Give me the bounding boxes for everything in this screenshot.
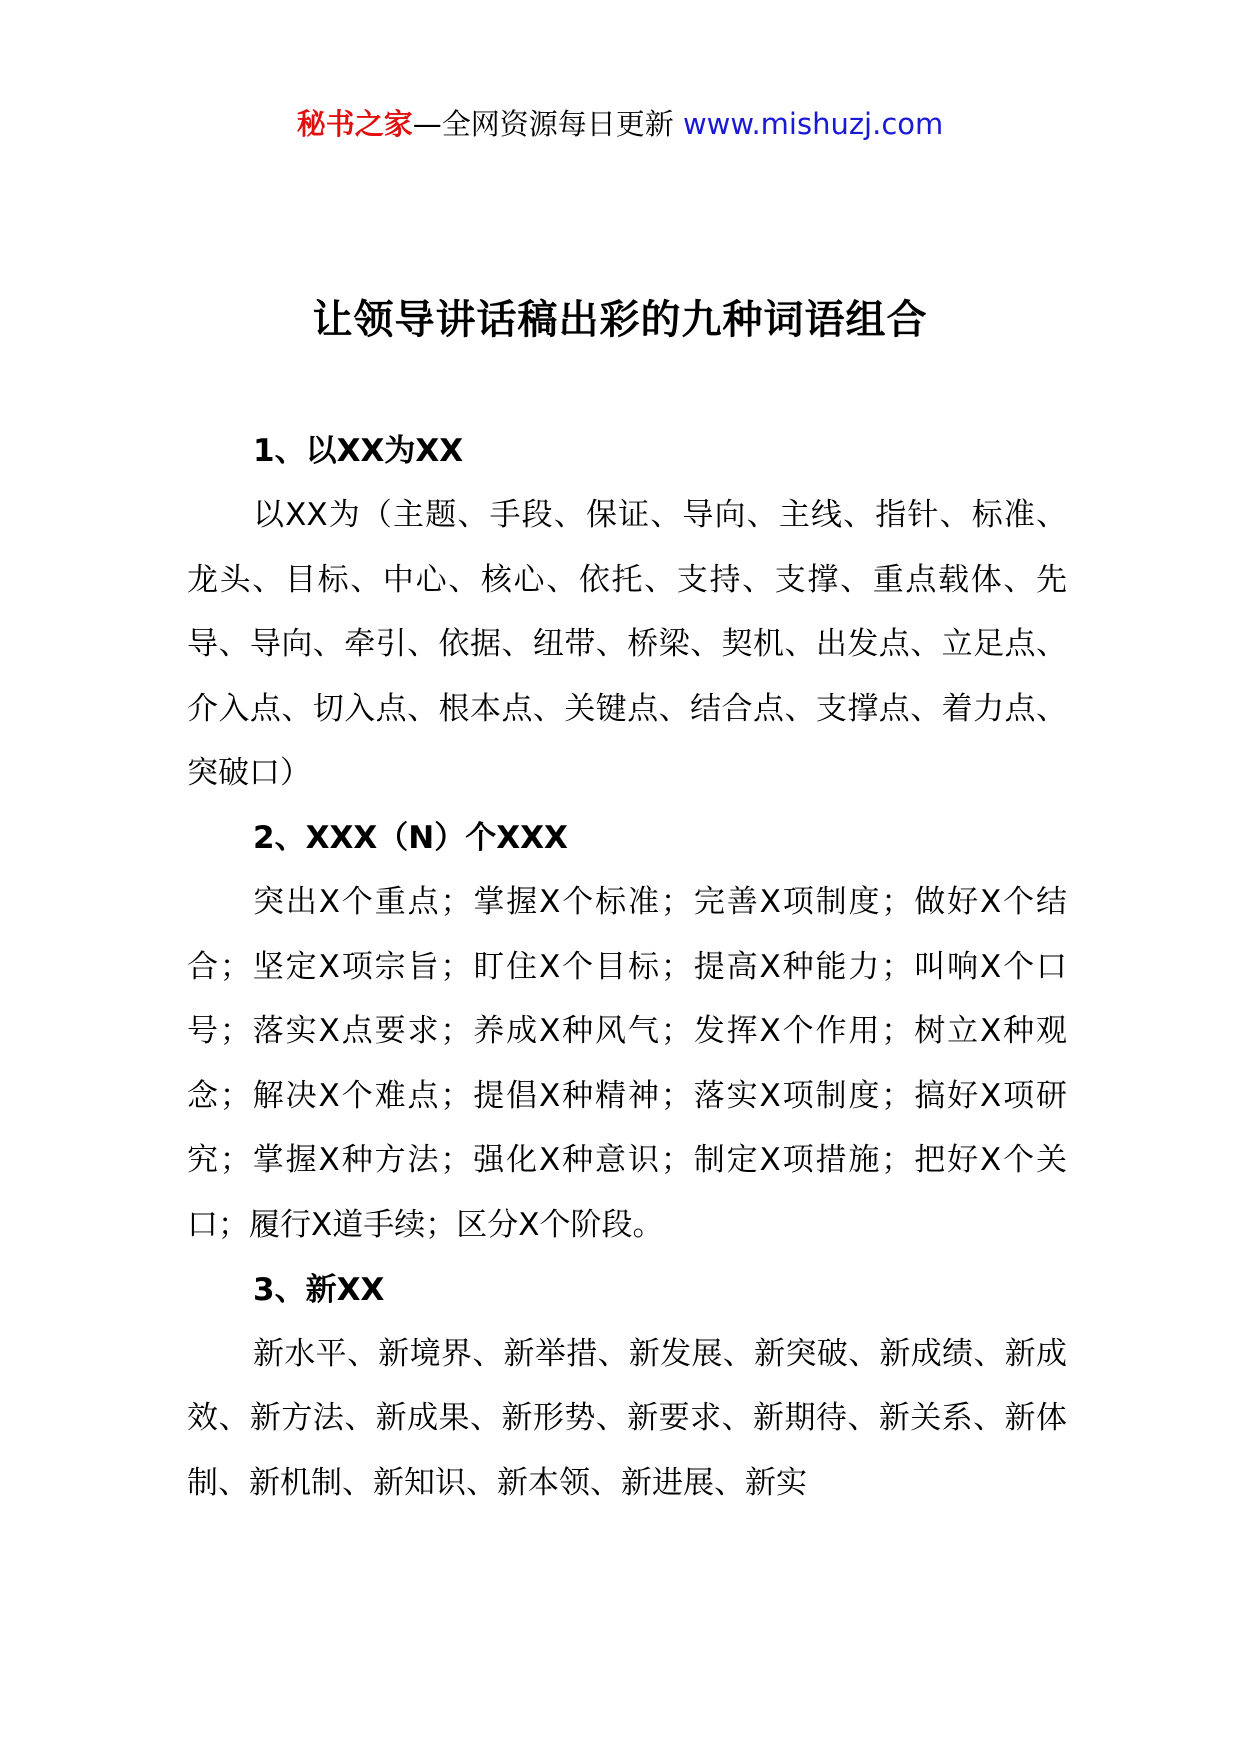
site-url-link[interactable]: www.mishuzj.com: [682, 107, 944, 141]
section-heading-1: 1、以XX为XX: [253, 433, 464, 469]
section-heading-2: 2、XXX（N）个XXX: [253, 819, 568, 856]
section-paragraph-3: 新水平、新境界、新举措、新发展、新突破、新成绩、新成效、新方法、新成果、新形势、新要求、新期待、新关系、新体制、新机制、新知识、新本领、新进展、新实: [187, 1335, 1067, 1501]
page-header: [0, 100, 1240, 148]
section-paragraph-1: 以XX为（主题、手段、保证、导向、主线、指针、标准、龙头、目标、中心、核心、依托、支持、支撑、重点载体、先导、导向、牵引、依据、纽带、桥梁、契机、出发点、立足点、介入点、切入点、根本点、关键点、结合点、支撑点、着力点、突破口）: [187, 497, 1067, 792]
brand-name: 秘书之家: [296, 107, 413, 141]
document-body: [187, 419, 1067, 1515]
section-heading-3: 3、新XX: [253, 1271, 385, 1308]
header-tagline: —全网资源每日更新: [412, 107, 674, 141]
section-paragraph-2: 突出X个重点；掌握X个标准；完善X项制度；做好X个结合；坚定X项宗旨；盯住X个目标；提高X种能力；叫响X个口号；落实X点要求；养成X种风气；发挥X个作用；树立X种观念；解决X个难点；提倡X种精神；落实X项制度；搞好X项研究；掌握X种方法；强化X种意识；制定X项措施；把好X个关口；履行X道手续；区分X个阶段。: [187, 883, 1067, 1243]
document-title: 让领导讲话稿出彩的九种词语组合: [312, 297, 928, 343]
